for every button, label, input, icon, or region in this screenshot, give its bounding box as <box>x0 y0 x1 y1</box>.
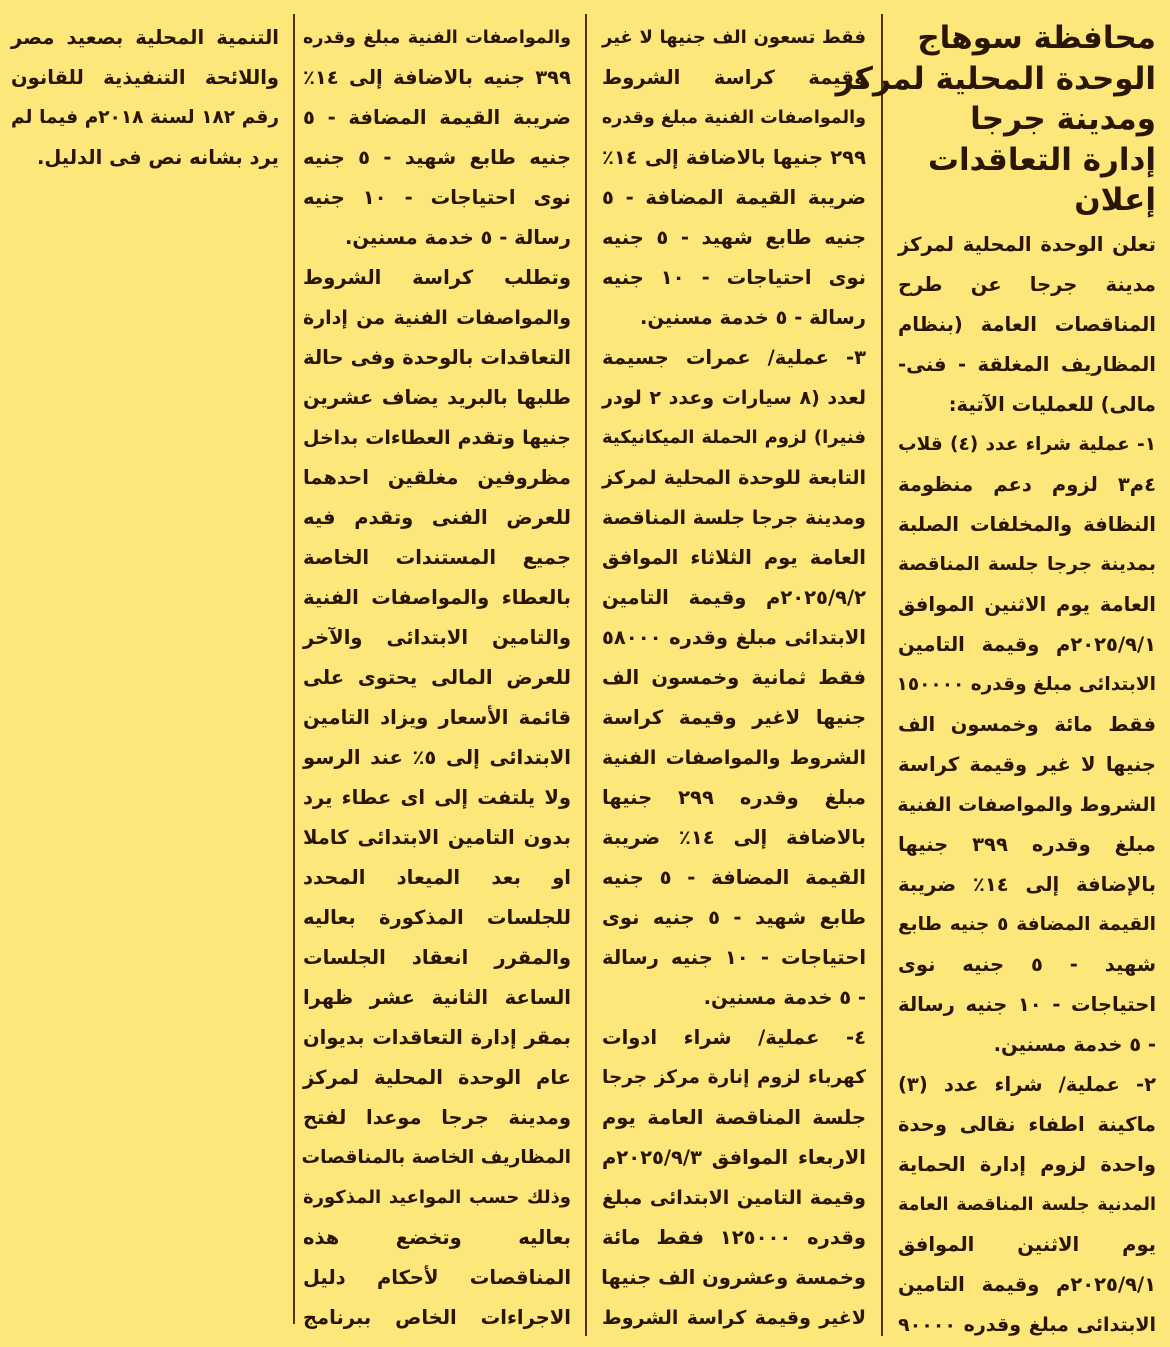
text-line: مدينة جرجا عن طرح <box>898 272 1156 296</box>
text-line: للعرض المالى يحتوى على <box>303 666 571 689</box>
text-line: قائمة الأسعار ويزاد التامين <box>303 706 571 729</box>
text-line: الشروط والمواصفات الفنية <box>602 747 866 769</box>
text-line: جلسة المناقصة العامة يوم <box>602 1106 866 1129</box>
text-line: ماكينة اطفاء نقالى وحدة <box>898 1112 1156 1136</box>
text-line: المناقصات العامة (بنظام <box>898 312 1156 336</box>
announcement-header <box>835 18 1156 221</box>
column-1 <box>835 18 1156 1345</box>
text-line: المظاريف المغلقة - فنى- <box>898 352 1156 376</box>
text-line: رسالة - ٥ خدمة مسنين. <box>344 226 571 249</box>
text-line: جنيه طابع شهيد - ٥ جنيه <box>602 226 866 249</box>
text-line: المظاريف الخاصة بالمناقصات <box>301 1147 571 1168</box>
text-line: فقط ثمانية وخمسون الف <box>602 666 866 689</box>
text-line: النظافة والمخلفات الصلبة <box>898 512 1156 536</box>
text-line: ٢- عملية/ شراء عدد (٣) <box>898 1072 1156 1096</box>
text-line: بالعطاء والمواصفات الفنية <box>303 586 571 609</box>
text-line: طلبها بالبريد يضاف عشرين <box>303 386 571 409</box>
column-1-text <box>898 225 1156 1345</box>
text-line: ٣- عملية/ عمرات جسيمة <box>602 346 866 369</box>
text-line: والتامين الابتدائى والآخر <box>303 626 571 649</box>
text-line: الابتدائى مبلغ وقدره ١٥٠٠٠٠ <box>896 673 1156 695</box>
announcement-title: إعلان <box>1074 182 1156 218</box>
text-line: وذلك حسب المواعيد المذكورة <box>303 1187 571 1208</box>
text-line: - ٥ خدمة مسنين. <box>993 1032 1156 1056</box>
text-line: مبلغ وقدره ٢٩٩ جنيها <box>602 786 866 809</box>
text-line: جنيها لا غير وقيمة كراسة <box>898 752 1156 776</box>
text-line: او بعد الميعاد المحدد <box>303 866 571 889</box>
text-line: القيمة المضافة - ٥ جنيه <box>602 866 866 889</box>
text-line: جميع المستندات الخاصة <box>303 546 571 569</box>
text-line: ٤- عملية/ شراء ادوات <box>602 1026 866 1049</box>
text-line: واحدة لزوم إدارة الحماية <box>898 1152 1156 1176</box>
text-line: رقم ١٨٢ لسنة ٢٠١٨م فيما لم <box>11 107 279 128</box>
text-line: لاغير وقيمة كراسة الشروط <box>602 1307 866 1329</box>
text-line: الساعة الثانية عشر ظهرا <box>303 986 571 1009</box>
text-line: والمواصفات الفنية من إدارة <box>303 307 571 329</box>
text-line: للجلسات المذكورة بعاليه <box>303 906 571 929</box>
text-line: فنيرا) لزوم الحملة الميكانيكية <box>602 427 866 448</box>
text-line: بدون التامين الابتدائى كاملا <box>303 826 571 849</box>
text-line: التابعة للوحدة المحلية لمركز <box>602 467 866 489</box>
text-line: مبلغ وقدره ٣٩٩ جنيها <box>898 832 1156 856</box>
text-line: الاربعاء الموافق ٢٠٢٥/٩/٣م <box>602 1146 866 1169</box>
text-line: وتطلب كراسة الشروط <box>303 266 571 289</box>
column-3 <box>303 18 571 1338</box>
text-line: ١- عملية شراء عدد (٤) قلاب <box>898 433 1156 455</box>
text-line: بعاليه وتخضع هذه <box>303 1226 571 1249</box>
text-line: احتياجات - ١٠ جنيه رسالة <box>898 992 1156 1016</box>
text-line: وخمسة وعشرون الف جنيها <box>601 1266 866 1289</box>
text-line: عام الوحدة المحلية لمركز <box>303 1066 571 1089</box>
text-line: جنيه طابع شهيد - ٥ جنيه <box>303 146 572 169</box>
text-line: مظروفين مغلقين احدهما <box>303 466 571 489</box>
text-line: بمقر إدارة التعاقدات بديوان <box>303 1026 571 1049</box>
governorate-name: محافظة سوهاج <box>917 20 1156 56</box>
text-line: بمدينة جرجا جلسة المناقصة <box>898 553 1156 575</box>
text-line: بالإضافة إلى ١٤٪ ضريبة <box>898 872 1156 896</box>
text-line: التنمية المحلية بصعيد مصر <box>11 26 279 49</box>
text-line: ضريبة القيمة المضافة - ٥ <box>602 186 866 209</box>
text-line: نوى احتياجات - ١٠ جنيه <box>602 266 866 289</box>
text-line: ومدينة جرجا موعدا لفتح <box>303 1106 571 1129</box>
column-3-text <box>303 18 571 1338</box>
text-line: الاجراءات الخاص ببرنامج <box>303 1306 571 1329</box>
text-line: التعاقدات بالوحدة وفى حالة <box>303 346 571 369</box>
text-line: طابع شهيد - ٥ جنيه نوى <box>602 906 866 929</box>
text-line: والمقرر انعقاد الجلسات <box>303 946 571 969</box>
department-name: إدارة التعاقدات <box>927 141 1156 178</box>
text-line: القيمة المضافة ٥ جنيه طابع <box>898 913 1156 935</box>
column-4 <box>11 18 279 178</box>
column-divider <box>881 14 883 1336</box>
text-line: جنيها لاغير وقيمة كراسة <box>602 706 866 729</box>
text-line: لعدد (٨ سيارات وعدد ٢ لودر <box>602 387 866 409</box>
text-line: والمواصفات الفنية مبلغ وقدره <box>303 28 571 48</box>
text-line: بالاضافة إلى ١٤٪ ضريبة <box>602 826 866 849</box>
text-line: وقدره ١٢٥٠٠٠ فقط مائة <box>602 1226 866 1249</box>
text-line: ٢٠٢٥/٩/١م وقيمة التامين <box>898 1272 1156 1296</box>
column-divider <box>585 14 587 1336</box>
unit-name-line2: ومدينة جرجا <box>970 101 1156 137</box>
text-line: فقط تسعون الف جنيها لا غير <box>602 27 866 48</box>
text-line: نوى احتياجات - ١٠ جنيه <box>303 186 571 209</box>
text-line: يوم الاثنين الموافق <box>898 1232 1156 1256</box>
text-line: وقيمة كراسة الشروط <box>602 66 866 89</box>
text-line: واللائحة التنفيذية للقانون <box>11 66 279 89</box>
unit-name-line1: الوحدة المحلية لمركز <box>835 60 1156 97</box>
text-line: مالى) للعمليات الآتية: <box>948 392 1156 416</box>
text-line: فقط مائة وخمسون الف <box>898 712 1156 736</box>
column-2-text <box>602 18 866 1338</box>
text-line: للعرض الفنى وتقدم فيه <box>303 506 571 529</box>
text-line: رسالة - ٥ خدمة مسنين. <box>639 306 866 329</box>
text-line: الابتدائى مبلغ وقدره ٥٨٠٠٠ <box>602 626 866 649</box>
text-line: العامة يوم الثلاثاء الموافق <box>602 546 866 569</box>
text-line: ٤م٣ لزوم دعم منظومة <box>898 472 1156 496</box>
text-line: ٣٩٩ جنيه بالاضافة إلى ١٤٪ <box>303 66 571 89</box>
text-line: الشروط والمواصفات الفنية <box>897 793 1156 816</box>
text-line: - ٥ خدمة مسنين. <box>703 986 866 1009</box>
text-line: شهيد - ٥ جنيه نوى <box>898 952 1156 976</box>
column-2 <box>602 18 866 1338</box>
text-line: المناقصات لأحكام دليل <box>303 1266 571 1289</box>
column-divider <box>293 14 295 1324</box>
text-line: ضريبة القيمة المضافة - ٥ <box>303 106 571 129</box>
text-line: ٢٠٢٥/٩/١م وقيمة التامين <box>898 632 1156 656</box>
text-line: ولا يلتفت إلى اى عطاء يرد <box>303 786 571 809</box>
text-line: العامة يوم الاثنين الموافق <box>898 592 1156 616</box>
column-4-text <box>11 18 279 178</box>
text-line: ٢٩٩ جنيها بالاضافة إلى ١٤٪ <box>602 146 866 169</box>
text-line: وقيمة التامين الابتدائى مبلغ <box>602 1187 866 1209</box>
text-line: يرد بشانه نص فى الدليل. <box>36 146 279 169</box>
text-line: ومدينة جرجا جلسة المناقصة <box>602 507 866 529</box>
text-line: كهرباء لزوم إنارة مركز جرجا <box>602 1067 866 1088</box>
text-line: الابتدائى مبلغ وقدره ٩٠٠٠٠ <box>898 1313 1156 1336</box>
text-line: تعلن الوحدة المحلية لمركز <box>898 232 1156 256</box>
text-line: ٢٠٢٥/٩/٢م وقيمة التامين <box>602 586 866 609</box>
text-line: الابتدائى إلى ٥٪ عند الرسو <box>303 746 571 769</box>
text-line: جنيها وتقدم العطاءات بداخل <box>303 427 571 449</box>
text-line: احتياجات - ١٠ جنيه رسالة <box>602 946 866 969</box>
text-line: والمواصفات الفنية مبلغ وقدره <box>601 108 866 128</box>
text-line: المدنية جلسة المناقصة العامة <box>898 1194 1156 1215</box>
